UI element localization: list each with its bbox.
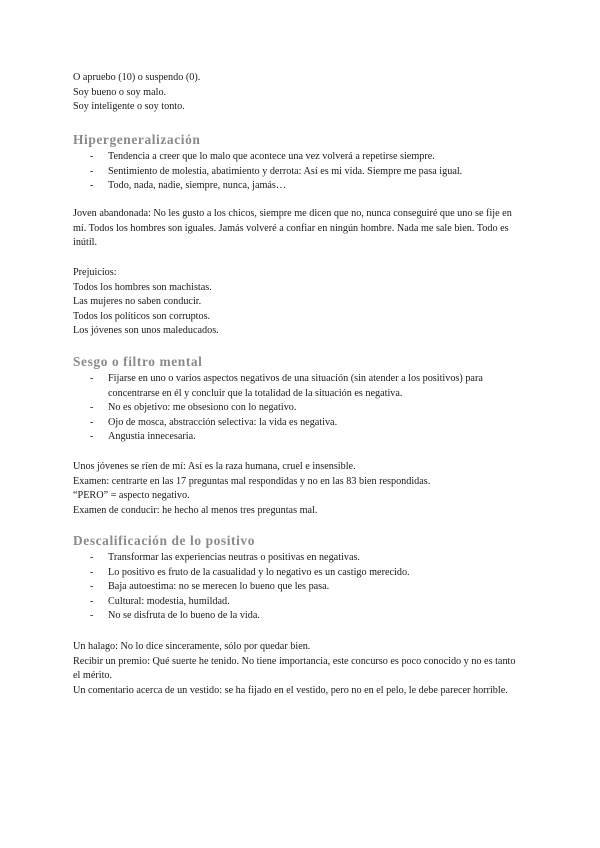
example-line: Examen: centrarte en las 17 preguntas mal respondidas y no en las 83 bien respondidas. [73, 475, 431, 487]
prejuicios-line: Prejuicios: [73, 267, 117, 278]
section-sesgo-filtro [73, 354, 533, 445]
bullet-marker: - [90, 373, 94, 384]
example-paragraph: Un comentario acerca de un vestido: se ha fijado en el vestido, pero no en el pelo, le debe parecer horrible. [73, 684, 508, 696]
list-item-text: Todo, nada, nadie, siempre, nunca, jamás… [108, 180, 287, 192]
bullet-marker: - [90, 431, 94, 443]
section-heading: Descalificación de lo positivo [73, 533, 256, 548]
list-item-text: Ojo de mosca, abstracción selectiva: la vida es negativa. [108, 416, 338, 428]
example-line: “PERO” = aspecto negativo. [73, 490, 190, 502]
list-item [73, 609, 533, 624]
example-line: Examen de conducir: he hecho al menos tres preguntas mal. [73, 504, 318, 516]
example-line: Unos jóvenes se ríen de mí: Así es la raza humana, cruel e insensible. [73, 461, 356, 472]
bullet-list [73, 372, 533, 445]
section-hipergeneralizacion [73, 132, 533, 194]
bullet-marker: - [90, 165, 94, 177]
list-item-text: Fijarse en uno o varios aspectos negativos de una situación (sin atender a los positivos) para concentrarse en él y concluir que la totalidad de la situación es negativa. [108, 373, 483, 399]
bullet-list [73, 551, 533, 624]
prejuicios-line: Todos los hombres son machistas. [73, 281, 212, 293]
list-item [73, 580, 533, 595]
section-heading: Hipergeneralización [73, 132, 201, 147]
intro-line: Soy inteligente o soy tonto. [73, 101, 185, 113]
list-item [73, 165, 533, 180]
bullet-marker: - [90, 595, 94, 607]
list-item [73, 566, 533, 581]
list-item [73, 416, 533, 431]
list-item-text: Tendencia a creer que lo malo que acontece una vez volverá a repetirse siempre. [108, 151, 435, 162]
bullet-marker: - [90, 566, 94, 578]
list-item [73, 401, 533, 416]
section-descalificacion [73, 533, 533, 624]
intro-block [73, 71, 533, 115]
bullet-marker: - [90, 610, 94, 622]
list-item-text: Cultural: modestia, humildad. [108, 595, 230, 607]
list-item-text: Transformar las experiencias neutras o positivas en negativas. [108, 552, 360, 563]
list-item-text: Baja autoestima: no se merecen lo bueno que les pasa. [108, 581, 330, 593]
intro-line: O apruebo (10) o suspendo (0). [73, 72, 201, 83]
bullet-marker: - [90, 402, 94, 414]
example-paragraph: Un halago: No lo dice sinceramente, sólo por quedar bien. [73, 641, 311, 652]
intro-line: Soy bueno o soy malo. [73, 86, 167, 98]
prejuicios-line: Los jóvenes son unos maleducados. [73, 325, 219, 337]
list-item-text: No se disfruta de lo bueno de la vida. [108, 610, 260, 622]
bullet-marker: - [90, 552, 94, 563]
list-item-text: Lo positivo es fruto de la casualidad y lo negativo es un castigo merecido. [108, 566, 410, 578]
list-item [73, 551, 533, 566]
prejuicios-line: Todos los políticos son corruptos. [73, 310, 211, 322]
sesgo-examples-block [73, 460, 533, 518]
bullet-list [73, 150, 533, 194]
bullet-marker: - [90, 416, 94, 428]
list-item [73, 179, 533, 194]
list-item [73, 150, 533, 165]
bullet-marker: - [90, 151, 94, 162]
bullet-marker: - [90, 581, 94, 593]
example-paragraph: Recibir un premio: Qué suerte he tenido. No tiene importancia, este concurso es poco conocido y no es tanto el mérito. [73, 655, 516, 682]
joven-paragraph: Joven abandonada: No les gusto a los chicos, siempre me dicen que no, nunca conseguiré que uno se fije en mí. Todos los hombres son iguales. Jamás volveré a confiar en ningún hombre. Nada me sale bien. Todo es inútil. [73, 208, 512, 249]
list-item [73, 372, 533, 401]
list-item [73, 430, 533, 445]
list-item [73, 595, 533, 610]
bullet-marker: - [90, 180, 94, 192]
list-item-text: Angustia innecesaria. [108, 431, 196, 443]
prejuicios-block [73, 266, 533, 339]
prejuicios-line: Las mujeres no saben conducir. [73, 296, 202, 308]
list-item-text: No es objetivo: me obsesiono con lo negativo. [108, 402, 297, 414]
section-heading: Sesgo o filtro mental [73, 354, 203, 369]
descal-examples-block [73, 640, 525, 698]
list-item-text: Sentimiento de molestia, abatimiento y derrota: Así es mi vida. Siempre me pasa igual. [108, 165, 463, 177]
